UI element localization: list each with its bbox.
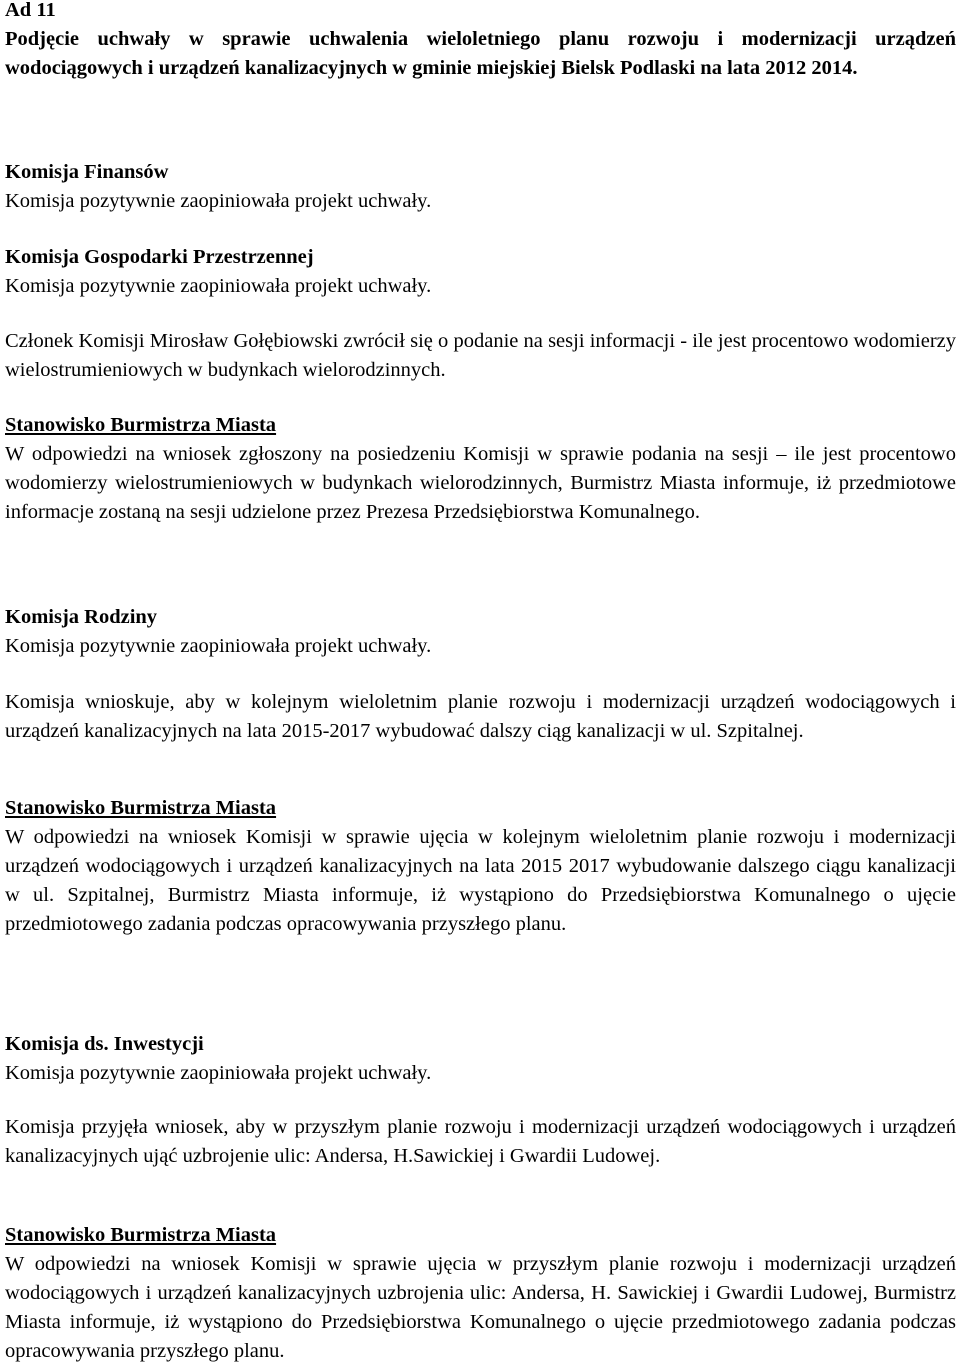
section-title: Komisja ds. Inwestycji bbox=[5, 1033, 204, 1055]
commission-request: Komisja wnioskuje, aby w kolejnym wieloletnim planie rozwoju i modernizacji urządzeń wodociągowych i urządzeń kanalizacyjnych na lata 2015-2017 wybudować dalszy ciąg kanalizacji w ul. Szpitalnej. bbox=[5, 691, 956, 742]
agenda-header bbox=[5, 0, 956, 83]
section-spatial-note bbox=[5, 327, 956, 385]
section-title: Komisja Gospodarki Przestrzennej bbox=[5, 246, 314, 268]
mayor-response: W odpowiedzi na wniosek zgłoszony na posiedzeniu Komisji w sprawie podania na sesji – ile jest procentowo wodomierzy wielostrumieniowych w budynkach wielorodzinnych, Burmistrz Miasta informuje, iż przedmiotowe informacje zostaną na sesji udzielone przez Prezesa Przedsiębiorstwa Komunalnego. bbox=[5, 443, 956, 523]
section-investment-mayor bbox=[5, 1221, 956, 1366]
section-family-mayor bbox=[5, 794, 956, 939]
section-investment-note bbox=[5, 1113, 956, 1171]
member-note: Członek Komisji Mirosław Gołębiowski zwrócił się o podanie na sesji informacji - ile jest procentowo wodomierzy wielostrumieniowych w budynkach wielorodzinnych. bbox=[5, 330, 956, 381]
section-investment bbox=[5, 1030, 956, 1088]
section-title: Komisja Rodziny bbox=[5, 606, 158, 628]
mayor-response: W odpowiedzi na wniosek Komisji w sprawie ujęcia w przyszłym planie rozwoju i modernizacji urządzeń wodociągowych i urządzeń kanalizacyjnych uzbrojenia ulic: Andersa, H. Sawickiej i Gwardii Ludowej, Burmistrz Miasta informuje, iż wystąpiono do Przedsiębiorstwa Komunalnego o ujęcie przedmiotowego zadania podczas opracowywania przyszłego planu. bbox=[5, 1253, 956, 1362]
section-opinion: Komisja pozytywnie zaopiniowała projekt uchwały. bbox=[5, 635, 432, 657]
section-opinion: Komisja pozytywnie zaopiniowała projekt uchwały. bbox=[5, 190, 432, 212]
section-opinion: Komisja pozytywnie zaopiniowała projekt uchwały. bbox=[5, 1062, 432, 1084]
agenda-item-subject: Podjęcie uchwały w sprawie uchwalenia wieloletniego planu rozwoju i modernizacji urządzeń wodociągowych i urządzeń kanalizacyjnych w gminie miejskiej Bielsk Podlaski na lata 2012 2014. bbox=[5, 28, 956, 79]
section-finance bbox=[5, 158, 956, 216]
mayor-position-title: Stanowisko Burmistrza Miasta bbox=[5, 414, 277, 436]
section-title: Komisja Finansów bbox=[5, 161, 169, 183]
section-opinion: Komisja pozytywnie zaopiniowała projekt uchwały. bbox=[5, 275, 432, 297]
section-spatial bbox=[5, 243, 956, 301]
section-spatial-mayor bbox=[5, 411, 956, 527]
section-family-note bbox=[5, 688, 956, 746]
agenda-item-number: Ad 11 bbox=[5, 0, 56, 21]
section-family bbox=[5, 603, 956, 661]
mayor-position-title: Stanowisko Burmistrza Miasta bbox=[5, 797, 277, 819]
mayor-position-title: Stanowisko Burmistrza Miasta bbox=[5, 1224, 277, 1246]
mayor-response: W odpowiedzi na wniosek Komisji w sprawie ujęcia w kolejnym wieloletnim planie rozwoju i modernizacji urządzeń wodociągowych i urządzeń kanalizacyjnych na lata 2015 2017 wybudowanie dalszego ciągu kanalizacji w ul. Szpitalnej, Burmistrz Miasta informuje, iż wystąpiono do Przedsiębiorstwa Komunalnego o ujęcie przedmiotowego zadania podczas opracowywania przyszłego planu. bbox=[5, 826, 956, 935]
commission-request: Komisja przyjęła wniosek, aby w przyszłym planie rozwoju i modernizacji urządzeń wodociągowych i urządzeń kanalizacyjnych ująć uzbrojenie ulic: Andersa, H.Sawickiej i Gwardii Ludowej. bbox=[5, 1116, 956, 1167]
